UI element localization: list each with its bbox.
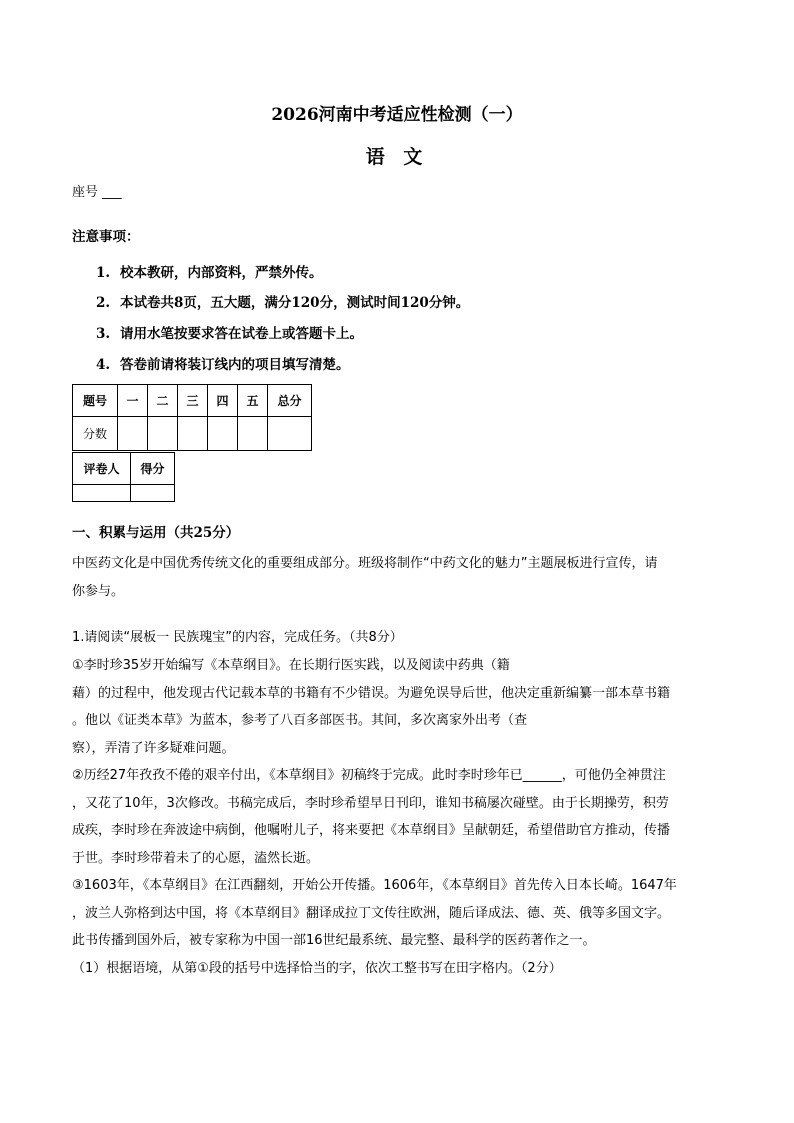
score-cell-total[interactable] bbox=[268, 417, 312, 451]
notice-item-1 bbox=[96, 261, 323, 281]
intro-line: 你参与。 bbox=[72, 583, 125, 599]
exam-title: 2026河南中考适应性检测（一） bbox=[271, 105, 523, 125]
reading-passage bbox=[72, 652, 722, 982]
notice-item-4 bbox=[96, 353, 350, 373]
score-header-4: 四 bbox=[208, 385, 238, 417]
score-cell[interactable] bbox=[238, 417, 268, 451]
seat-number-label: 座号 ___ bbox=[72, 185, 122, 200]
passage-line: ②历经27年孜孜不倦的艰辛付出，《本草纲目》初稿终于完成。此时李时珍年已______，可他仍全神贯注 bbox=[72, 768, 666, 783]
passage-line: ①李时珍35岁开始编写《本草纲目》。在长期行医实践，以及阅读中药典（籍 bbox=[72, 658, 510, 673]
score-row-label: 分数 bbox=[73, 417, 118, 451]
score-cell[interactable] bbox=[208, 417, 238, 451]
score-header-total: 总分 bbox=[268, 385, 312, 417]
notice-item-2 bbox=[96, 291, 469, 311]
grader-header: 评卷人 bbox=[73, 453, 131, 485]
notice-item-text: 答卷前请将装订线内的项目填写清楚。 bbox=[120, 357, 350, 373]
notice-item-number: 3. bbox=[96, 326, 111, 342]
notice-item-text: 本试卷共8页，五大题，满分120分，测试时间120分钟。 bbox=[120, 295, 470, 311]
notice-item-3 bbox=[96, 322, 363, 342]
passage-line: ③1603年，《本草纲目》在江西翻刻，开始公开传播。1606年，《本草纲目》首先传入日本长崎。1647年 bbox=[72, 878, 677, 893]
passage-line: ，又花了10年，3次修改。书稿完成后，李时珍希望早日刊印，谁知书稿屡次碰壁。由于长期操劳，积劳 bbox=[72, 795, 669, 811]
passage-line: 于世。李时珍带着未了的心愿，溘然长逝。 bbox=[72, 850, 320, 866]
passage-line: 藉）的过程中，他发现古代记载本草的书籍有不少错误。为避免误导后世，他决定重新编纂一部本草书籍 bbox=[72, 685, 671, 701]
notice-item-text: 校本教研，内部资料，严禁外传。 bbox=[120, 265, 323, 281]
notice-item-number: 1. bbox=[96, 265, 111, 281]
score-header-label: 题号 bbox=[73, 385, 118, 417]
notice-heading: 注意事项： bbox=[72, 229, 140, 245]
grader-score-header: 得分 bbox=[131, 453, 175, 485]
passage-line: 成疾，李时珍在奔波途中病倒，他嘱咐儿子，将来要把《本草纲目》呈献朝廷，希望借助官方推动，传播 bbox=[72, 823, 671, 838]
section1-intro bbox=[72, 550, 722, 605]
score-cell[interactable] bbox=[178, 417, 208, 451]
score-cell[interactable] bbox=[118, 417, 148, 451]
score-header-3: 三 bbox=[178, 385, 208, 417]
passage-line: ，波兰人弥格到达中国，将《本草纲目》翻译成拉丁文传往欧洲，随后译成法、德、英、俄等多国文字。 bbox=[72, 905, 671, 921]
score-header-5: 五 bbox=[238, 385, 268, 417]
score-header-1: 一 bbox=[118, 385, 148, 417]
grader-cell[interactable] bbox=[73, 485, 131, 502]
score-table bbox=[72, 384, 312, 451]
intro-line: 中医药文化是中国优秀传统文化的重要组成部分。班级将制作“中药文化的魅力”主题展板进行宣传，请 bbox=[72, 556, 658, 571]
sub-question-1: （1）根据语境，从第①段的括号中选择恰当的字，依次工整书写在田字格内。（2分） bbox=[72, 960, 562, 976]
notice-item-number: 4. bbox=[96, 357, 111, 373]
grader-table bbox=[72, 452, 175, 502]
question-1: 1.请阅读“展板一 民族瑰宝”的内容，完成任务。（共8分） bbox=[72, 630, 403, 645]
notice-item-number: 2. bbox=[96, 295, 111, 311]
subject-title: 语 文 bbox=[365, 146, 429, 168]
notice-item-text: 请用水笔按要求答在试卷上或答题卡上。 bbox=[120, 326, 363, 342]
passage-line: 此书传播到国外后，被专家称为中国一部16世纪最系统、最完整、最科学的医药著作之一。 bbox=[72, 933, 596, 948]
score-cell[interactable] bbox=[148, 417, 178, 451]
score-header-2: 二 bbox=[148, 385, 178, 417]
section1-heading: 一、积累与运用（共25分） bbox=[72, 525, 240, 541]
grader-score-cell[interactable] bbox=[131, 485, 175, 502]
passage-line: 。他以《证类本草》为蓝本，参考了八百多部医书。其间，多次离家外出考（查 bbox=[72, 713, 528, 728]
passage-line: 察），弄清了许多疑难问题。 bbox=[72, 740, 235, 756]
